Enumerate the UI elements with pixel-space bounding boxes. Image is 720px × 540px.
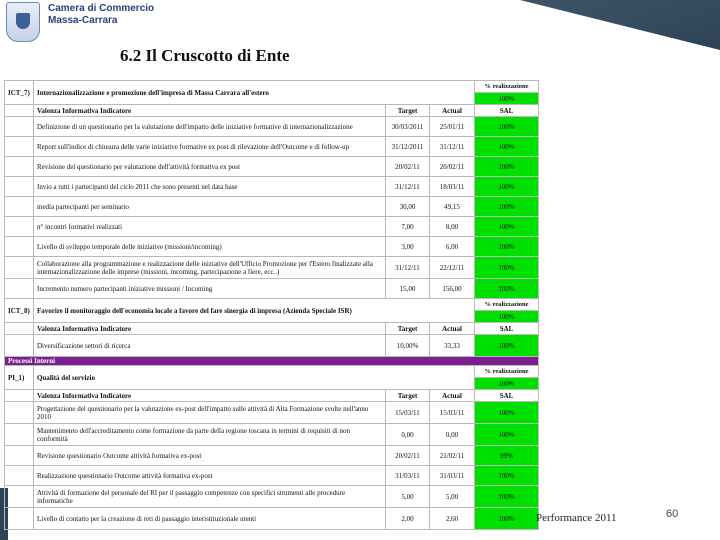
valenza-header: Valenza Informativa Indicatore — [34, 105, 386, 117]
block2-col-header: Valenza Informativa Indicatore Target Actual SAL — [5, 323, 539, 335]
block3-pct: 100% — [475, 378, 539, 390]
target-header: Target — [386, 105, 430, 117]
block2-title: Favorire il monitoraggio dell'economia locale a favore del fare sinergia di impresa (Azienda Speciale ISR) — [34, 299, 475, 323]
block3-col-header: Valenza Informativa Indicatore Target Actual SAL — [5, 390, 539, 402]
org-line1: Camera di Commercio — [48, 3, 155, 14]
table-row: Revisione questionario Outcome attività formativa ex-post 20/02/11 21/02/11 99% — [5, 446, 539, 466]
footer-text: Performance 2011 — [536, 512, 617, 524]
block1-title: Internazionalizzazione e promozione dell'impresa di Massa Carrara all'estero — [34, 81, 475, 105]
table-row: Invio a tutti i partecipanti del ciclo 2011 che sono presenti nel data base 31/12/11 18/03/11 100% — [5, 177, 539, 197]
process-label: Processi Interni — [5, 357, 539, 366]
table-row: Realizzazione questionario Outcome attività formativa ex-post 31/03/11 31/03/11 100% — [5, 466, 539, 486]
table-row: media partecipanti per seminario 30,00 49,15 100% — [5, 197, 539, 217]
table-row: Diversificazione settori di ricerca 10,00% 33,33 100% — [5, 335, 539, 357]
process-band — [5, 357, 539, 366]
block2-header — [5, 299, 539, 311]
block3-header — [5, 366, 539, 378]
block1-header — [5, 81, 539, 93]
table-row: Collaborazione alla programmazione e realizzazione delle iniziative dell'Ufficio Promozione per l'Estero finalizzate alla internazionalizzazione delle imprese (missioni, incoming, partecipazione a fiere, ecc..) 31/12/11 22/12/11 100% — [5, 257, 539, 279]
block3-pct-label: % realizzazione — [475, 366, 539, 378]
table-row: Livello di contatto per la creazione di reti di passaggio interistituzionale utenti 2,00 2,60 100% — [5, 508, 539, 530]
table-row: Attività di formazione del personale del RI per il passaggio competenze con specifici strumenti alle procedure informatiche 5,00 5,00 100% — [5, 486, 539, 508]
org-line2: Massa-Carrara — [48, 15, 118, 26]
org-name — [48, 3, 154, 27]
block1-pct-label: % realizzazione — [475, 81, 539, 93]
block1-pct: 100% — [475, 93, 539, 105]
table-row: Livello di sviluppo temporale delle iniziative (missioni/incoming) 3,00 6,00 100% — [5, 237, 539, 257]
block1-col-header — [5, 105, 539, 117]
table-row: Revisione del questionario per valutazione dell'attività formativa ex post 20/02/11 20/02/11 100% — [5, 157, 539, 177]
chamber-logo-icon — [6, 2, 40, 42]
dashboard-table — [4, 80, 538, 530]
block1-code: ICT_7) — [5, 81, 34, 105]
page-number: 60 — [666, 508, 679, 520]
block3-code: PI_1) — [5, 366, 34, 390]
table-row: n° incontri formativi realizzati 7,00 8,00 100% — [5, 217, 539, 237]
table-row: Report sull'indice di chiusura delle varie iniziative formative ex post di rilevazione dell'Outcome e di follow-up 31/12/2011 31/12/11 100% — [5, 137, 539, 157]
table-row: Mantenimento dell'accreditamento come formazione da parte della regione toscana in termini di requisiti di non conformità 0,00 0,00 100% — [5, 424, 539, 446]
sal-header: SAL — [475, 105, 539, 117]
page-title: 6.2 Il Cruscotto di Ente — [120, 46, 290, 65]
table-row: Progettazione del questionario per la valutazione ex-post dell'impatto sulle attività di Alta Formazione svolte nell'anno 2010 15/03/11 15/03/11 100% — [5, 402, 539, 424]
block2-pct-label: % realizzazione — [475, 299, 539, 311]
block3-title: Qualità del servizio — [34, 366, 475, 390]
actual-header: Actual — [430, 105, 475, 117]
block2-code: ICT_8) — [5, 299, 34, 323]
table-row: Definizione di un questionario per la valutazione dell'impatto delle iniziative formative di internazionalizzazione 30/03/2011 25/01/11 100% — [5, 117, 539, 137]
table-row: Incremento numero partecipanti iniziative missioni / Incoming 15,00 156,00 100% — [5, 279, 539, 299]
block2-pct: 100% — [475, 311, 539, 323]
